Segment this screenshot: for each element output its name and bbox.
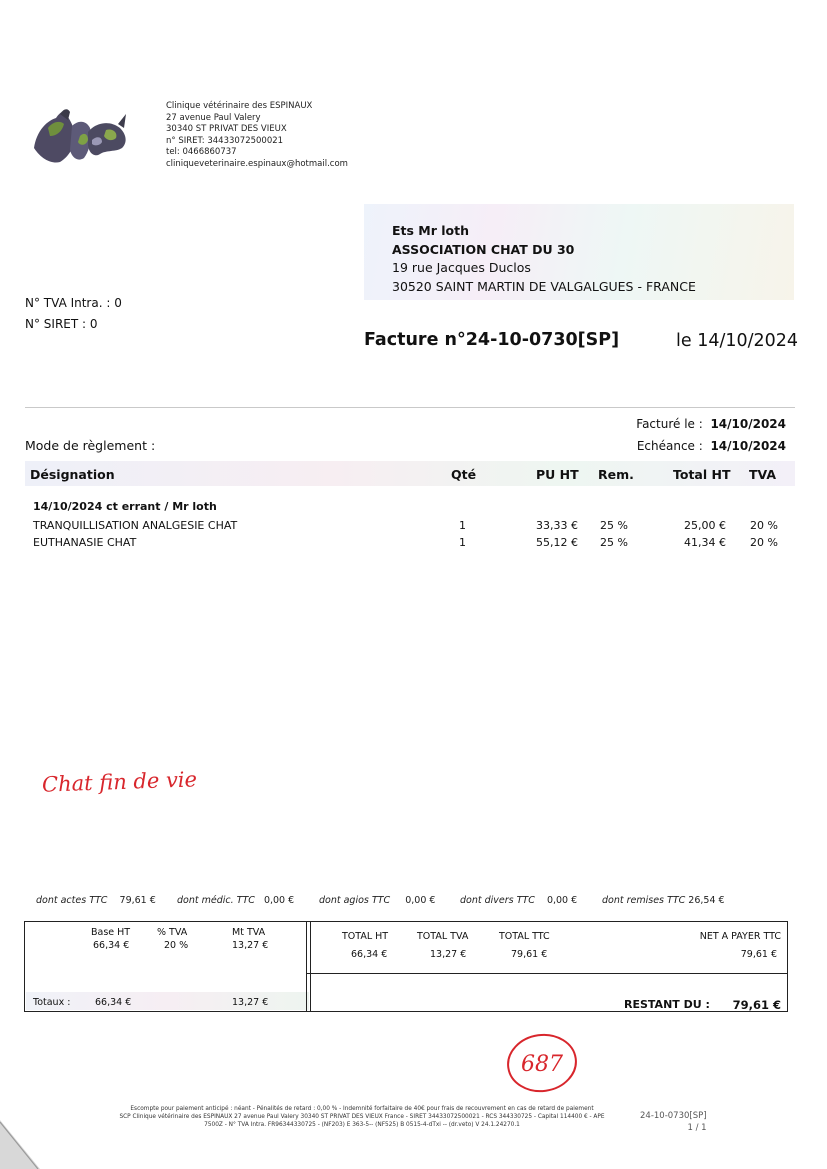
section-heading: 14/10/2024 ct errant / Mr loth — [33, 500, 217, 513]
stamp-text: 687 — [521, 1052, 563, 1077]
client-address — [392, 222, 696, 296]
mt-tva-label: Mt TVA — [232, 927, 266, 938]
clinic-address-1: 27 avenue Paul Valery — [166, 112, 261, 123]
net-a-payer-label: NET A PAYER TTC — [699, 931, 781, 942]
net-a-payer-value: 79,61 € — [740, 949, 777, 960]
total-ttc-label: TOTAL TTC — [499, 931, 550, 942]
totaux-label: Totaux : — [33, 997, 71, 1008]
footer-reference — [640, 1110, 707, 1134]
clinic-name: Clinique vétérinaire des ESPINAUX — [166, 101, 313, 111]
remises-label: dont remises TTC — [602, 895, 686, 906]
row-1-rem: 25 % — [600, 519, 628, 532]
mt-tva-value: 13,27 € — [232, 940, 269, 951]
header-pu: PU HT — [536, 467, 579, 482]
totaux-base: 66,34 € — [95, 997, 132, 1008]
row-2-total: 41,34 € — [684, 536, 726, 549]
page-fold-corner — [0, 1120, 60, 1169]
echeance-value: 14/10/2024 — [710, 439, 786, 453]
facture-label: Facturé le : — [636, 417, 703, 431]
pct-tva-value: 20 % — [164, 940, 189, 951]
client-siret: N° SIRET : 0 — [25, 317, 98, 331]
footer-line-3: 7500Z - N° TVA Intra. FR96344330725 - (NF203) E 363-5-- (NF525) B 0515-4-dTxi -- (dr.veto) V 24.1.24270.1 — [204, 1122, 520, 1128]
clinic-info — [166, 101, 348, 171]
tva-box — [24, 921, 311, 1012]
agios-label: dont agios TTC — [319, 895, 391, 906]
row-1-tva: 20 % — [750, 519, 778, 532]
total-ttc-value: 79,61 € — [511, 949, 548, 960]
base-ht-label: Base HT — [91, 927, 131, 938]
footer-page-number: 1 / 1 — [687, 1123, 707, 1133]
client-line-2: ASSOCIATION CHAT DU 30 — [392, 241, 575, 257]
actes-label: dont actes TTC — [36, 895, 108, 906]
medic-label: dont médic. TTC — [177, 895, 255, 906]
clinic-email: cliniqueveterinaire.espinaux@hotmail.com — [166, 158, 348, 169]
clinic-logo — [30, 106, 130, 168]
totals-divider — [307, 973, 787, 974]
row-1-designation: TRANQUILLISATION ANALGESIE CHAT — [33, 519, 238, 532]
invoice-date: le 14/10/2024 — [676, 331, 799, 351]
footer-legal — [82, 1105, 642, 1129]
client-ids — [25, 293, 122, 335]
echeance-row — [636, 435, 786, 457]
total-tva-value: 13,27 € — [430, 949, 467, 960]
restant-du-label: RESTANT DU : — [624, 998, 710, 1011]
header-total: Total HT — [673, 467, 731, 482]
row-2-designation: EUTHANASIE CHAT — [33, 536, 137, 549]
invoice-dates — [636, 413, 786, 457]
agios-summary — [319, 895, 435, 906]
total-ht-value: 66,34 € — [351, 949, 388, 960]
row-1-qte: 1 — [459, 519, 466, 532]
row-2-tva: 20 % — [750, 536, 778, 549]
clinic-address-2: 30340 ST PRIVAT DES VIEUX — [166, 124, 287, 135]
header-qte: Qté — [451, 467, 477, 482]
pct-tva-label: % TVA — [157, 927, 188, 938]
facture-value: 14/10/2024 — [710, 417, 786, 431]
client-line-3: 19 rue Jacques Duclos — [392, 260, 531, 275]
medic-value: 0,00 € — [263, 895, 295, 906]
handwritten-note: Chat fin de vie — [41, 767, 198, 797]
divider — [25, 407, 795, 408]
client-line-1: Ets Mr loth — [392, 223, 470, 238]
totaux-mt: 13,27 € — [232, 997, 269, 1008]
header-tva: TVA — [749, 467, 777, 482]
footer-line-2: SCP Clinique vétérinaire des ESPINAUX 27 avenue Paul Valery 30340 ST PRIVAT DES VIEUX France - SIRET 34433072500021 - RCS 344330725 - Capital 114400 € - APE — [119, 1114, 605, 1120]
clinic-tel: tel: 0466860737 — [166, 147, 237, 158]
actes-summary — [36, 895, 156, 906]
footer-invoice-ref: 24-10-0730[SP] — [640, 1111, 707, 1121]
header-designation: Désignation — [30, 467, 115, 482]
row-2-pu: 55,12 € — [536, 536, 578, 549]
restant-du-value: 79,61 € — [732, 998, 781, 1012]
payment-mode: Mode de règlement : — [25, 438, 156, 453]
row-2-qte: 1 — [459, 536, 466, 549]
client-line-4: 30520 SAINT MARTIN DE VALGALGUES - FRANCE — [392, 278, 696, 294]
total-tva-label: TOTAL TVA — [417, 931, 469, 942]
invoice-title: Facture n°24-10-0730[SP] — [364, 330, 620, 350]
echeance-label: Echéance : — [636, 439, 703, 453]
row-1-total: 25,00 € — [684, 519, 726, 532]
clinic-siret: n° SIRET: 34433072500021 — [166, 135, 284, 146]
total-ht-label: TOTAL HT — [342, 931, 389, 942]
client-tva: N° TVA Intra. : 0 — [25, 296, 122, 310]
divers-value: 0,00 € — [546, 895, 578, 906]
divers-summary — [460, 895, 577, 906]
facture-date-row — [636, 413, 786, 435]
header-rem: Rem. — [598, 467, 634, 482]
divers-label: dont divers TTC — [460, 895, 535, 906]
stamp-number — [505, 1031, 579, 1095]
remises-summary — [602, 895, 725, 906]
agios-value: 0,00 € — [405, 895, 436, 906]
row-2-rem: 25 % — [600, 536, 628, 549]
footer-line-1: Escompte pour paiement anticipé : néant - Pénalités de retard : 0,00 % - Indemnité forfaitaire de 40€ pour frais de recouvrement en cas de retard de paiement — [130, 1106, 594, 1112]
remises-value: 26,54 € — [688, 895, 725, 906]
actes-value: 79,61 € — [119, 895, 156, 906]
row-1-pu: 33,33 € — [536, 519, 578, 532]
base-ht-value: 66,34 € — [93, 940, 130, 951]
medic-summary — [177, 895, 294, 906]
totals-box — [306, 921, 788, 1012]
